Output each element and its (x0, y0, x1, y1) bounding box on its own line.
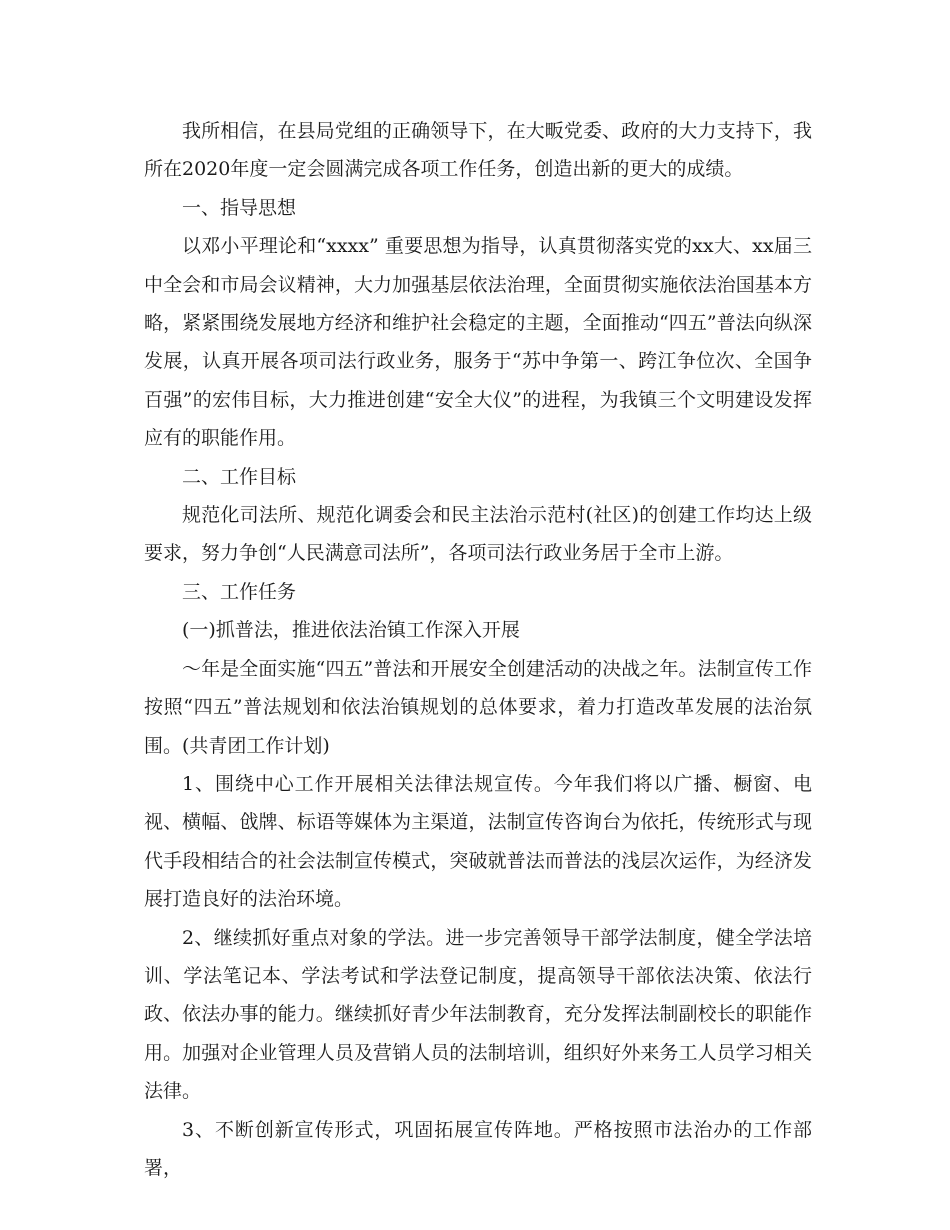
paragraph-item-2: 2、继续抓好重点对象的学法。进一步完善领导干部学法制度，健全学法培训、学法笔记本、学法考试和学法登记制度，提高领导干部依法决策、依法行政、依法办事的能力。继续抓好青少年法制教育，充分发挥法制副校长的职能作用。加强对企业管理人员及营销人员的法制培训，组织好外来务工人员学习相关法律。 (144, 926, 812, 1103)
paragraph-guiding-thought: 以邓小平理论和“xxxx” 重要思想为指导，认真贯彻落实党的xx大、xx届三中全会和市局会议精神，大力加强基层依法治理，全面贯彻实施依法治国基本方略，紧紧围绕发展地方经济和维护社会稳定的主题，全面推动“四五”普法向纵深发展，认真开展各项司法行政业务，服务于“苏中争第一、跨江争位次、全国争百强”的宏伟目标，大力推进创建“安全大仪”的进程，为我镇三个文明建设发挥应有的职能作用。 (144, 235, 812, 450)
section-heading-guiding-thought: 一、指导思想 (182, 196, 297, 219)
paragraph-item-3: 3、不断创新宣传形式，巩固拓展宣传阵地。严格按照市法治办的工作部署， (144, 1118, 812, 1179)
paragraph-work-goals: 规范化司法所、规范化调委会和民主法治示范村(社区)的创建工作均达上级要求，努力争创“人民满意司法所”，各项司法行政业务居于全市上游。 (144, 504, 812, 565)
section-heading-work-tasks: 三、工作任务 (182, 580, 297, 603)
paragraph-intro: 我所相信，在县局党组的正确领导下，在大畈党委、政府的大力支持下，我所在2020年度一定会圆满完成各项工作任务，创造出新的更大的成绩。 (144, 120, 812, 181)
section-heading-work-goals: 二、工作目标 (182, 465, 297, 488)
document-page (144, 112, 812, 1187)
paragraph-item-1: 1、围绕中心工作开展相关法律法规宣传。今年我们将以广播、橱窗、电视、横幅、戗牌、标语等媒体为主渠道，法制宣传咨询台为依托，传统形式与现代手段相结合的社会法制宣传模式，突破就普法而普法的浅层次运作，为经济发展打造良好的法治环境。 (144, 772, 812, 911)
subsection-heading-legal-education: (一)抓普法，推进依法治镇工作深入开展 (182, 619, 520, 642)
paragraph-year-overview: ～年是全面实施“四五”普法和开展安全创建活动的决战之年。法制宣传工作按照“四五”普法规划和依法治镇规划的总体要求，着力打造改革发展的法治氛围。(共青团工作计划) (144, 657, 812, 757)
